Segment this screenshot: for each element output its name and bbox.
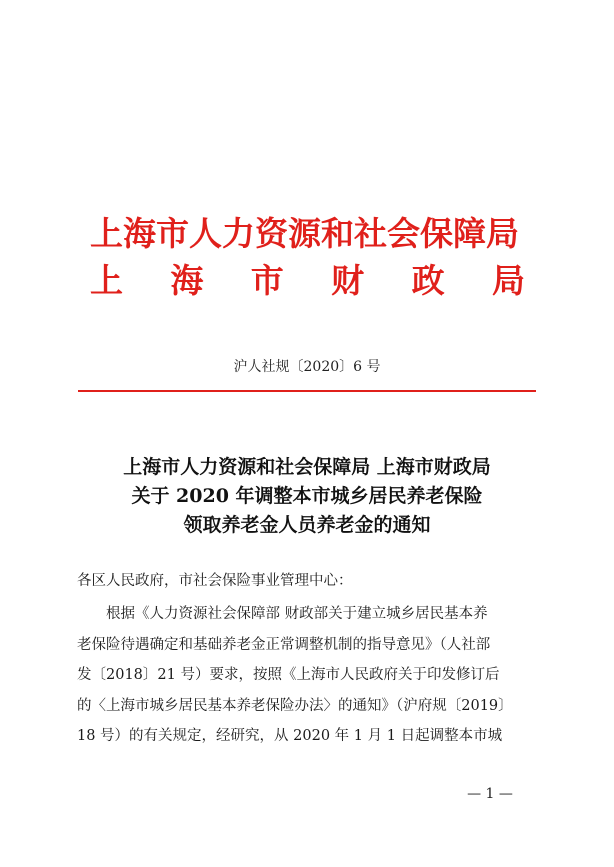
document-title-line-3: 领取养老金人员养老金的通知	[183, 514, 431, 536]
issuer-char: 局	[491, 261, 525, 300]
document-title-line-2: 关于 2020 年调整本市城乡居民养老保险	[131, 485, 483, 507]
document-number: 沪人社规〔2020〕6 号	[233, 359, 381, 375]
issuer-char: 市	[250, 261, 284, 300]
issuer-char: 财	[331, 261, 365, 300]
document-title-line-1: 上海市人力资源和社会保障局 上海市财政局	[123, 456, 491, 478]
body-text-line: 的〈上海市城乡居民基本养老保险办法〉的通知》（沪府规〔2019〕	[77, 698, 513, 714]
issuer-name-line-1: 上海市人力资源和社会保障局	[90, 214, 519, 253]
issuer-char: 海	[170, 261, 204, 300]
issuer-name-line-2	[90, 261, 530, 301]
issuer-name-line-2-chars	[90, 261, 525, 301]
body-text-line: 老保险待遇确定和基础养老金正常调整机制的指导意见》（人社部	[77, 637, 491, 653]
body-text-line: 发〔2018〕21 号）要求，按照《上海市人民政府关于印发修订后	[77, 667, 500, 683]
issuer-char: 上	[90, 261, 123, 300]
red-divider-line	[78, 390, 536, 392]
addressee: 各区人民政府，市社会保险事业管理中心：	[77, 573, 353, 589]
body-text-line: 根据《人力资源社会保障部 财政部关于建立城乡居民基本养	[106, 606, 488, 622]
body-text-line: 18 号）的有关规定，经研究，从 2020 年 1 月 1 日起调整本市城	[77, 728, 503, 744]
issuer-char: 政	[411, 261, 445, 300]
page-number: — 1 —	[467, 786, 513, 802]
